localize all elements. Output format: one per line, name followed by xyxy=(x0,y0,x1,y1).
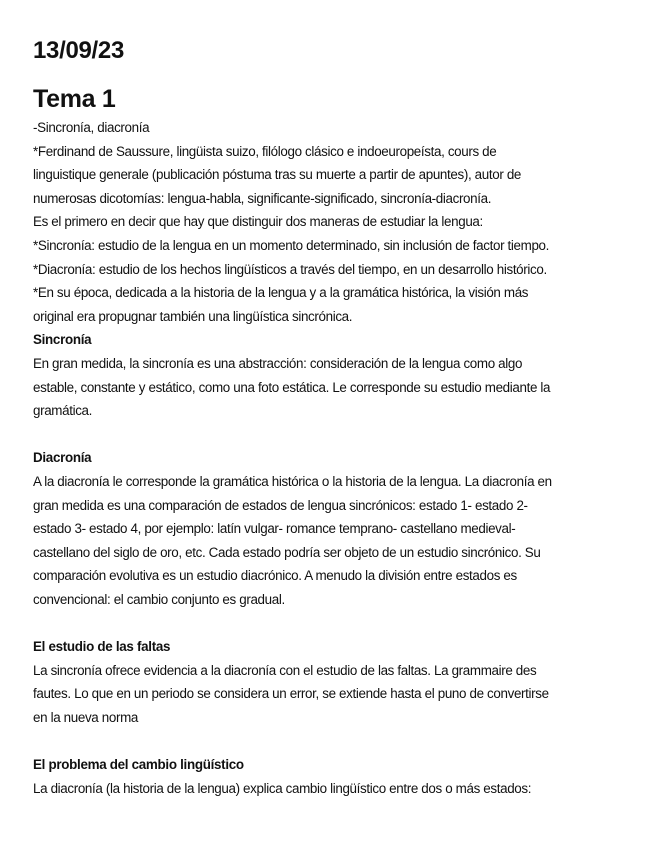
intro-block xyxy=(33,116,623,328)
section-diacronia xyxy=(33,446,623,611)
section-heading: El problema del cambio lingüístico xyxy=(33,757,244,773)
paragraph-spacer xyxy=(33,423,623,447)
document-date: 13/09/23 xyxy=(33,37,125,64)
section-heading: Sincronía xyxy=(33,332,92,348)
text-line: gran medida es una comparación de estados de lengua sincrónicos: estado 1- estado 2- xyxy=(33,497,528,513)
text-line: *Ferdinand de Saussure, lingüista suizo, filólogo clásico e indoeuropeísta, cours de xyxy=(33,143,497,159)
text-line: numerosas dicotomías: lengua-habla, significante-significado, sincronía-diacronía. xyxy=(33,190,492,206)
text-line: estable, constante y estático, como una foto estática. Le corresponde su estudio mediante la xyxy=(33,379,551,395)
text-line: A la diacronía le corresponde la gramática histórica o la historia de la lengua. La diacronía en xyxy=(33,473,552,489)
text-line: comparación evolutiva es un estudio diacrónico. A menudo la división entre estados es xyxy=(33,568,517,584)
text-line: fautes. Lo que en un periodo se considera un error, se extiende hasta el puno de convertirse xyxy=(33,686,549,702)
section-sincronia xyxy=(33,328,623,422)
text-line: Es el primero en decir que hay que distinguir dos maneras de estudiar la lengua: xyxy=(33,214,483,230)
section-faltas xyxy=(33,635,623,729)
text-line: original era propugnar también una lingüística sincrónica. xyxy=(33,308,353,324)
text-line: gramática. xyxy=(33,403,93,419)
document-title: Tema 1 xyxy=(33,85,116,113)
text-line: *Diacronía: estudio de los hechos lingüísticos a través del tiempo, en un desarrollo histórico. xyxy=(33,261,547,277)
text-line: En gran medida, la sincronía es una abstracción: consideración de la lengua como algo xyxy=(33,355,523,371)
section-heading: El estudio de las faltas xyxy=(33,639,171,655)
section-cambio-linguistico xyxy=(33,753,623,800)
text-line: *En su época, dedicada a la historia de la lengua y a la gramática histórica, la visión más xyxy=(33,285,529,301)
paragraph-spacer xyxy=(33,729,623,753)
document-page xyxy=(33,36,623,800)
text-line: en la nueva norma xyxy=(33,709,138,725)
text-line: -Sincronía, diacronía xyxy=(33,120,150,135)
text-line: convencional: el cambio conjunto es gradual. xyxy=(33,591,285,607)
text-line: La diacronía (la historia de la lengua) explica cambio lingüístico entre dos o más estados: xyxy=(33,780,532,796)
section-heading: Diacronía xyxy=(33,450,92,466)
text-line: linguistique generale (publicación póstuma tras su muerte a partir de apuntes), autor de xyxy=(33,167,522,183)
text-line: estado 3- estado 4, por ejemplo: latín vulgar- romance temprano- castellano medieval- xyxy=(33,521,516,537)
paragraph-spacer xyxy=(33,611,623,635)
text-line: *Sincronía: estudio de la lengua en un momento determinado, sin inclusión de factor tiempo. xyxy=(33,237,550,253)
text-line: La sincronía ofrece evidencia a la diacronía con el estudio de las faltas. La grammaire des xyxy=(33,662,537,678)
text-line: castellano del siglo de oro, etc. Cada estado podría ser objeto de un estudio sincrónico. Su xyxy=(33,544,541,560)
